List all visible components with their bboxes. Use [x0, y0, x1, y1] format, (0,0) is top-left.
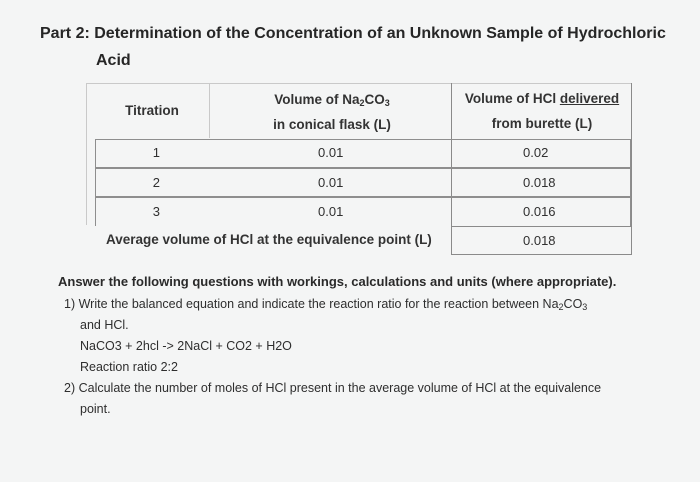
question-2-line2: point. [80, 402, 111, 416]
header-separator-1 [209, 83, 210, 138]
heading-line-2: Acid [96, 52, 131, 69]
row3-hcl: 0.016 [523, 204, 556, 219]
question-2-line1: 2) Calculate the number of moles of HCl present in the average volume of HCl at the equivalence [64, 381, 602, 395]
heading-line-1: Part 2: Determination of the Concentration of an Unknown Sample of Hydrochloric [40, 25, 666, 42]
table-row [95, 139, 631, 168]
page-heading [40, 20, 690, 74]
row1-na2co3: 0.01 [318, 145, 344, 160]
answer-equation: NaCO3 + 2hcl -> 2NaCl + CO2 + H2O [80, 339, 292, 353]
row3-titration: 3 [152, 204, 160, 219]
row3-na2co3: 0.01 [318, 204, 344, 219]
table-left-border [86, 83, 87, 225]
average-value: 0.018 [523, 233, 556, 248]
row1-hcl: 0.02 [523, 145, 549, 160]
questions-section [58, 274, 698, 420]
header-na2co3-line2: in conical flask (L) [273, 117, 391, 132]
table-top-border [86, 83, 632, 84]
header-na2co3-line1: Volume of $Na_2CO_3$ [274, 92, 390, 108]
questions-lead: Answer the following questions with workings, calculations and units (where appropriate). [58, 274, 617, 289]
row2-titration: 2 [152, 175, 160, 190]
row2-hcl: 0.018 [523, 175, 556, 190]
question-1-line1: 1) Write the balanced equation and indicate the reaction ratio for the reaction between $Na_2CO_3$ [64, 297, 588, 312]
average-label: Average volume of HCl at the equivalence point (L) [106, 232, 432, 247]
header-hcl-line2: from burette (L) [491, 116, 593, 131]
question-1-line2: and HCl. [80, 318, 129, 332]
row2-na2co3: 0.01 [318, 175, 344, 190]
header-titration: Titration [125, 103, 179, 118]
row1-titration: 1 [152, 145, 160, 160]
header-hcl-line1: Volume of HCl delivered [464, 91, 620, 106]
answer-ratio: Reaction ratio 2:2 [80, 360, 178, 374]
